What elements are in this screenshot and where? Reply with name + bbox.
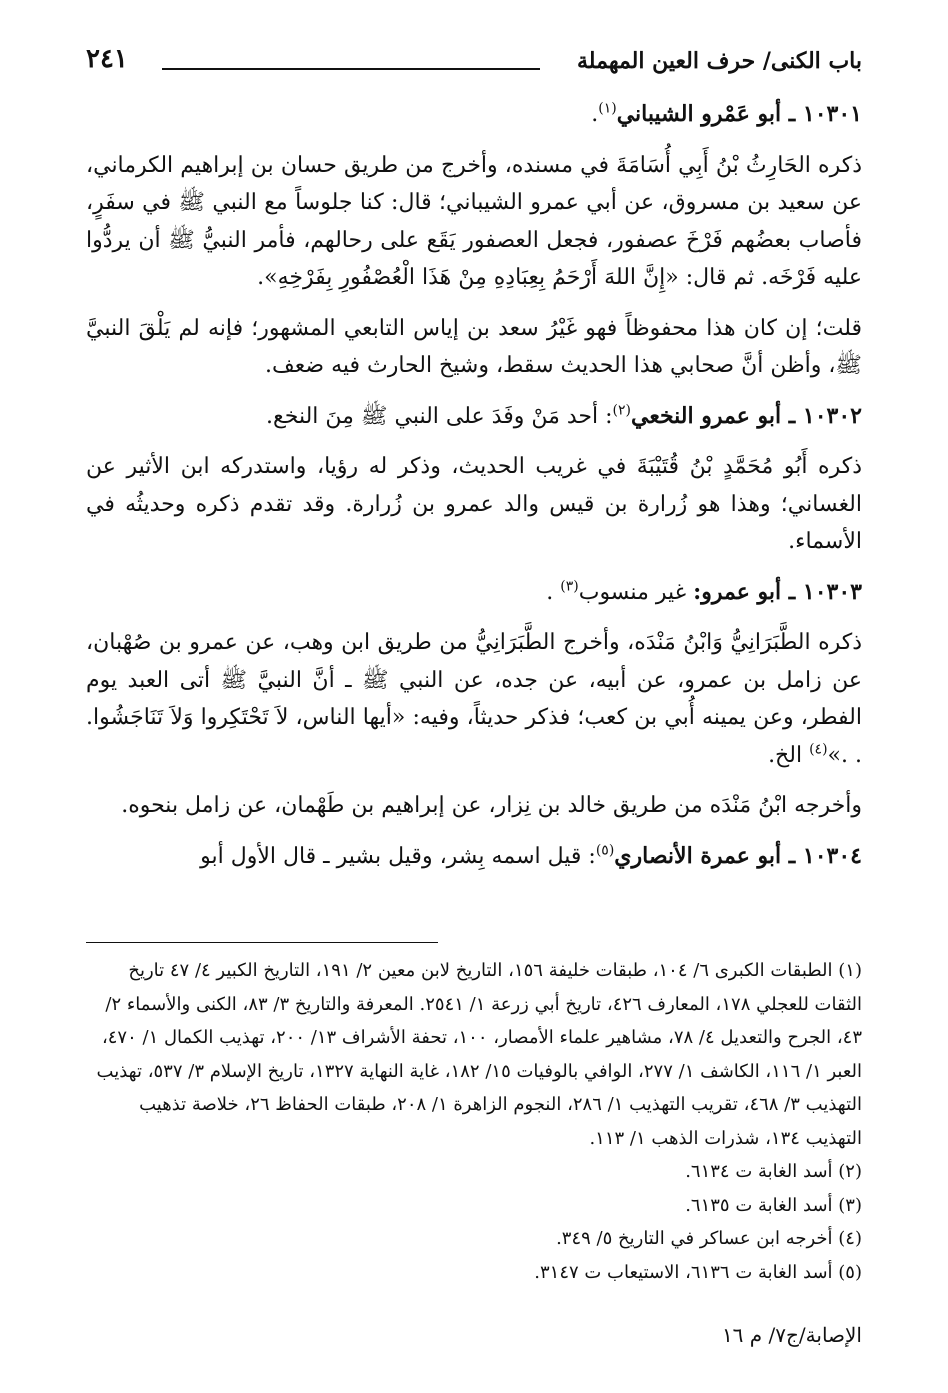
entry-heading-10304 xyxy=(86,838,862,876)
paragraph-tail: الخ. xyxy=(768,742,810,768)
footnotes xyxy=(86,954,862,1289)
entry-heading-10301 xyxy=(86,96,862,134)
footnote: (٤) أخرجه ابن عساكر في التاريخ ٥/ ٣٤٩. xyxy=(556,1228,862,1249)
footnote: (٢) أسد الغابة ت ٦١٣٤. xyxy=(685,1161,862,1182)
footnote-ref: (٢) xyxy=(612,402,631,419)
header-title: باب الكنى/ حرف العين المهملة xyxy=(577,48,862,74)
entry-heading-10302 xyxy=(86,398,862,436)
entry-tail: : أحد مَنْ وفَدَ على النبي ﷺ مِنَ النخع. xyxy=(266,403,613,429)
paragraph: وأخرجه ابْنُ مَنْدَه من طريق خالد بن نِزار، عن إبراهيم بن طَهْمان، عن زامل بنحوه. xyxy=(121,793,862,818)
paragraph-text: ذكره الطَّبَرَانِيُّ وَابْنُ مَنْدَه، وأخرج الطَّبَرَانِيُّ من طريق ابن وهب، عن عمرو بن صُهْبان، عن زامل بن عمرو، عن أبيه، عن جده، عن النبي ﷺ ـ أنَّ النبيَّ ﷺ أتى العبد يوم الفطر، وعن يمينه أُبي بن كعب؛ فذكر حديثاً، وفيه: «أيها الناس، لاَ تَحْتَكِروا وَلاَ تَنَاجَشُوا. . .» xyxy=(86,630,863,768)
footnote-ref: (٥) xyxy=(595,842,615,859)
entry-tail: . xyxy=(546,579,561,605)
entry-title: ١٠٣٠٢ ـ أبو عمرو النخعي xyxy=(631,402,862,429)
paragraph xyxy=(86,624,862,774)
header-rule xyxy=(162,68,540,70)
page-number: ٢٤١ xyxy=(86,44,128,74)
paragraph: ذكره الحَارِثُ بْنُ أَبِي أُسَامَةَ في مسنده، وأخرج من طريق حسان بن إبراهيم الكرماني، عن سعيد بن مسروق، عن أبي عمرو الشيباني؛ قال: كنا جلوساً مع النبي ﷺ في سفَرٍ، فأصاب بعضُهم فَرْخَ عصفور، فجعل العصفور يَقَع على رحالهم، فأمر النبيُّ ﷺ أن يردُّوا عليه فَرْخَه. ثم قال: «إِنَّ اللهَ أَرْحَمُ بِعِبَادِهِ مِنْ هَذَا الْعُصْفُورِ بِفَرْخِهِ». xyxy=(86,152,862,290)
main-text xyxy=(86,96,862,888)
running-header xyxy=(86,42,862,82)
footnote-separator xyxy=(86,942,438,943)
entry-title: ١٠٣٠٣ ـ أبو عمرو: xyxy=(693,578,862,605)
entry-heading-10303 xyxy=(86,574,862,612)
entry-description: غير منسوب xyxy=(578,579,694,605)
entry-title: ١٠٣٠١ ـ أبو عَمْرو الشيباني xyxy=(616,101,862,127)
footnote-ref: (٣) xyxy=(560,578,579,595)
footnote: (٣) أسد الغابة ت ٦١٣٥. xyxy=(685,1194,862,1216)
entry-tail: . xyxy=(591,102,599,127)
footnote: (٥) أسد الغابة ت ٦١٣٦، الاستيعاب ت ٣١٤٧. xyxy=(534,1261,862,1283)
paragraph: ذكره أَبُو مُحَمَّدٍ بْنُ قُتَيْبَةَ في غريب الحديث، وذكر له رؤيا، واستدركه ابن الأثير عن الغساني؛ وهذا هو زُرارة بن قيس والد عمرو بن زُرارة. وقد تقدم ذكره وحديثُه في الأسماء. xyxy=(86,454,862,554)
signature-mark: الإصابة/ج٧/ م ١٦ xyxy=(721,1323,862,1347)
paragraph: قلت؛ إن كان هذا محفوظاً فهو غَيْرُ سعد بن إياس التابعي المشهور؛ فإنه لم يَلْقَ النبيَّ ﷺ، وأظن أنَّ صحابي هذا الحديث سقط، وشيخ الحارث فيه ضعف. xyxy=(86,315,862,378)
footnote: (١) الطبقات الكبرى ٦/ ١٠٤، طبقات خليفة ١٥٦، التاريخ لابن معين ٢/ ١٩١، التاريخ الكبير ٤/ ٤٧ تاريخ الثقات للعجلي ١٧٨، المعارف ٤٢٦، تاريخ أبي زرعة ١/ ٢٥٤١. المعرفة والتاريخ ٣/ ٨٣، الكنى والأسماء ٢/ ٤٣، الجرح والتعديل ٤/ ٧٨، مشاهير علماء الأمصار، ١٠٠، تحفة الأشراف ١٣/ ٢٠٠، تهذيب الكمال ١/ ٤٧٠، العبر ١/ ١١٦، الكاشف ١/ ٢٧٧، الوافي بالوفيات ١٥/ ١٨٢، غاية النهاية ١٣٢٧، تاريخ الإسلام ٣/ ٥٣٧، تهذيب التهذيب ٣/ ٤٦٨، تقريب التهذيب ١/ ٢٨٦، النجوم الزاهرة ١/ ٢٠٨، طبقات الحفاظ ٢٦، خلاصة تذهيب التهذيب ١٣٤، شذرات الذهب ١/ ١١٣. xyxy=(96,960,862,1149)
entry-title: ١٠٣٠٤ ـ أبو عمرة الأنصاري xyxy=(614,842,862,869)
footnote-ref: (٤) xyxy=(809,741,828,758)
footnote-ref: (١) xyxy=(598,100,617,117)
entry-tail: : قيل اسمه بِشر، وقيل بشير ـ قال الأول أبو xyxy=(200,843,596,869)
